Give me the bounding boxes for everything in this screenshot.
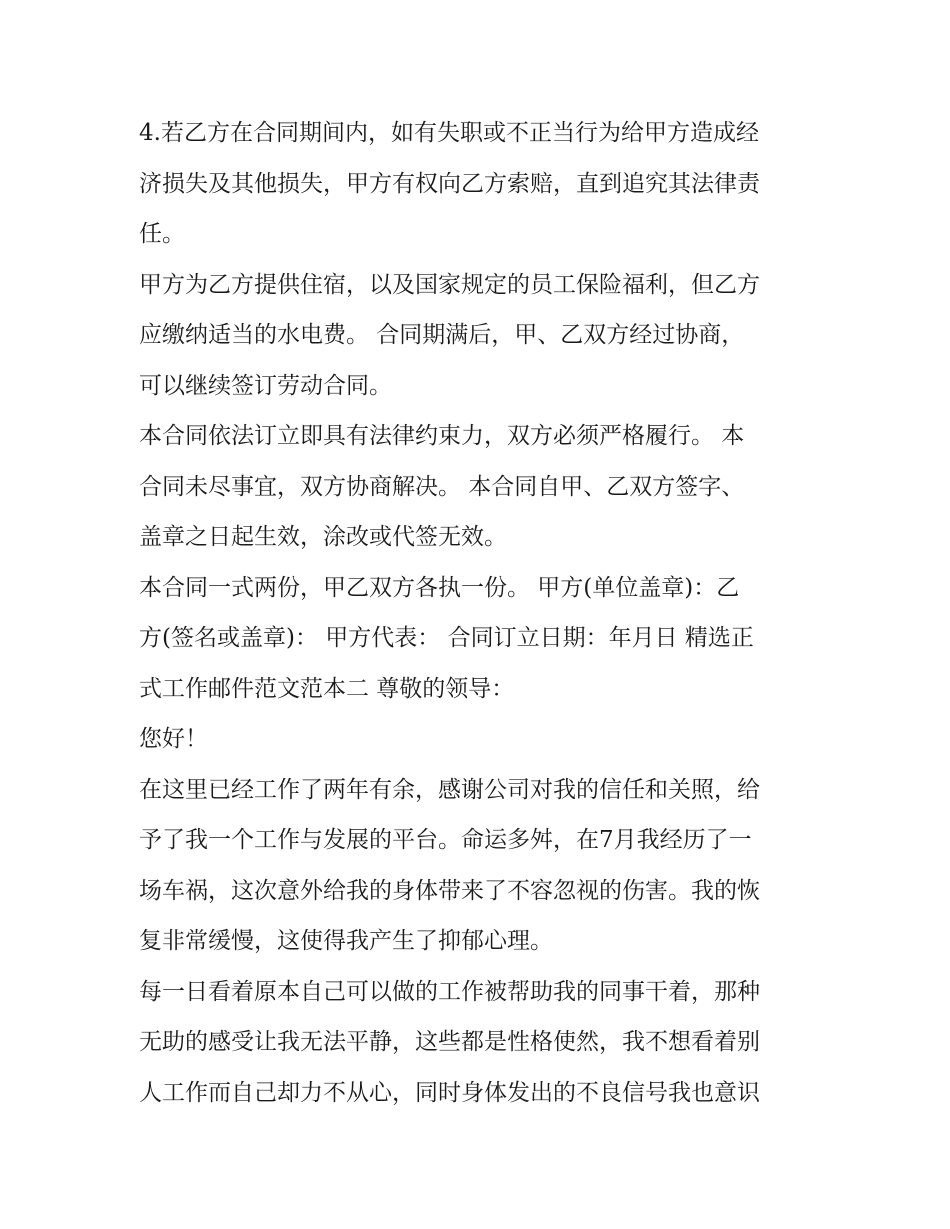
text-line: 本合同一式两份，甲乙双方各执一份。 甲方(单位盖章)：乙 xyxy=(139,574,740,601)
text-line: 应缴纳适当的水电费。 合同期满后，甲、乙双方经过协商， xyxy=(139,322,745,348)
text-line: 场车祸，这次意外给我的身体带来了不容忽视的伤害。我的恢 xyxy=(139,877,760,904)
text-line: 济损失及其他损失，甲方有权向乙方索赔，直到追究其法律责 xyxy=(139,170,760,197)
text-line: 复非常缓慢，这使得我产生了抑郁心理。 xyxy=(139,928,553,954)
document-body xyxy=(139,108,819,1118)
text-line: 无助的感受让我无法平静，这些都是性格使然，我不想看着别 xyxy=(139,1029,760,1055)
text-line: 4.若乙方在合同期间内，如有失职或不正当行为给甲方造成经 xyxy=(139,120,759,146)
text-line: 盖章之日起生效，涂改或代签无效。 xyxy=(139,524,507,550)
text-line: 任。 xyxy=(139,221,185,247)
text-line: 您好！ xyxy=(139,726,208,752)
text-line: 每一日看着原本自己可以做的工作被帮助我的同事干着，那种 xyxy=(139,978,760,1005)
text-line: 本合同依法订立即具有法律约束力，双方必须严格履行。 本 xyxy=(139,423,745,449)
text-line: 在这里已经工作了两年有余，感谢公司对我的信任和关照，给 xyxy=(139,776,760,803)
text-line: 予了我一个工作与发展的平台。命运多舛，在7月我经历了一 xyxy=(139,827,752,853)
text-line: 合同未尽事宜，双方协商解决。 本合同自甲、乙双方签字、 xyxy=(139,473,745,500)
text-line: 式工作邮件范文范本二 尊敬的领导： xyxy=(139,675,515,702)
text-line: 可以继续签订劳动合同。 xyxy=(139,372,392,399)
text-line: 人工作而自己却力不从心，同时身体发出的不良信号我也意识 xyxy=(139,1079,760,1106)
text-line: 方(签名或盖章)： 甲方代表： 合同订立日期：年月日 精选正 xyxy=(139,625,754,651)
text-line: 甲方为乙方提供住宿，以及国家规定的员工保险福利，但乙方 xyxy=(139,271,760,298)
